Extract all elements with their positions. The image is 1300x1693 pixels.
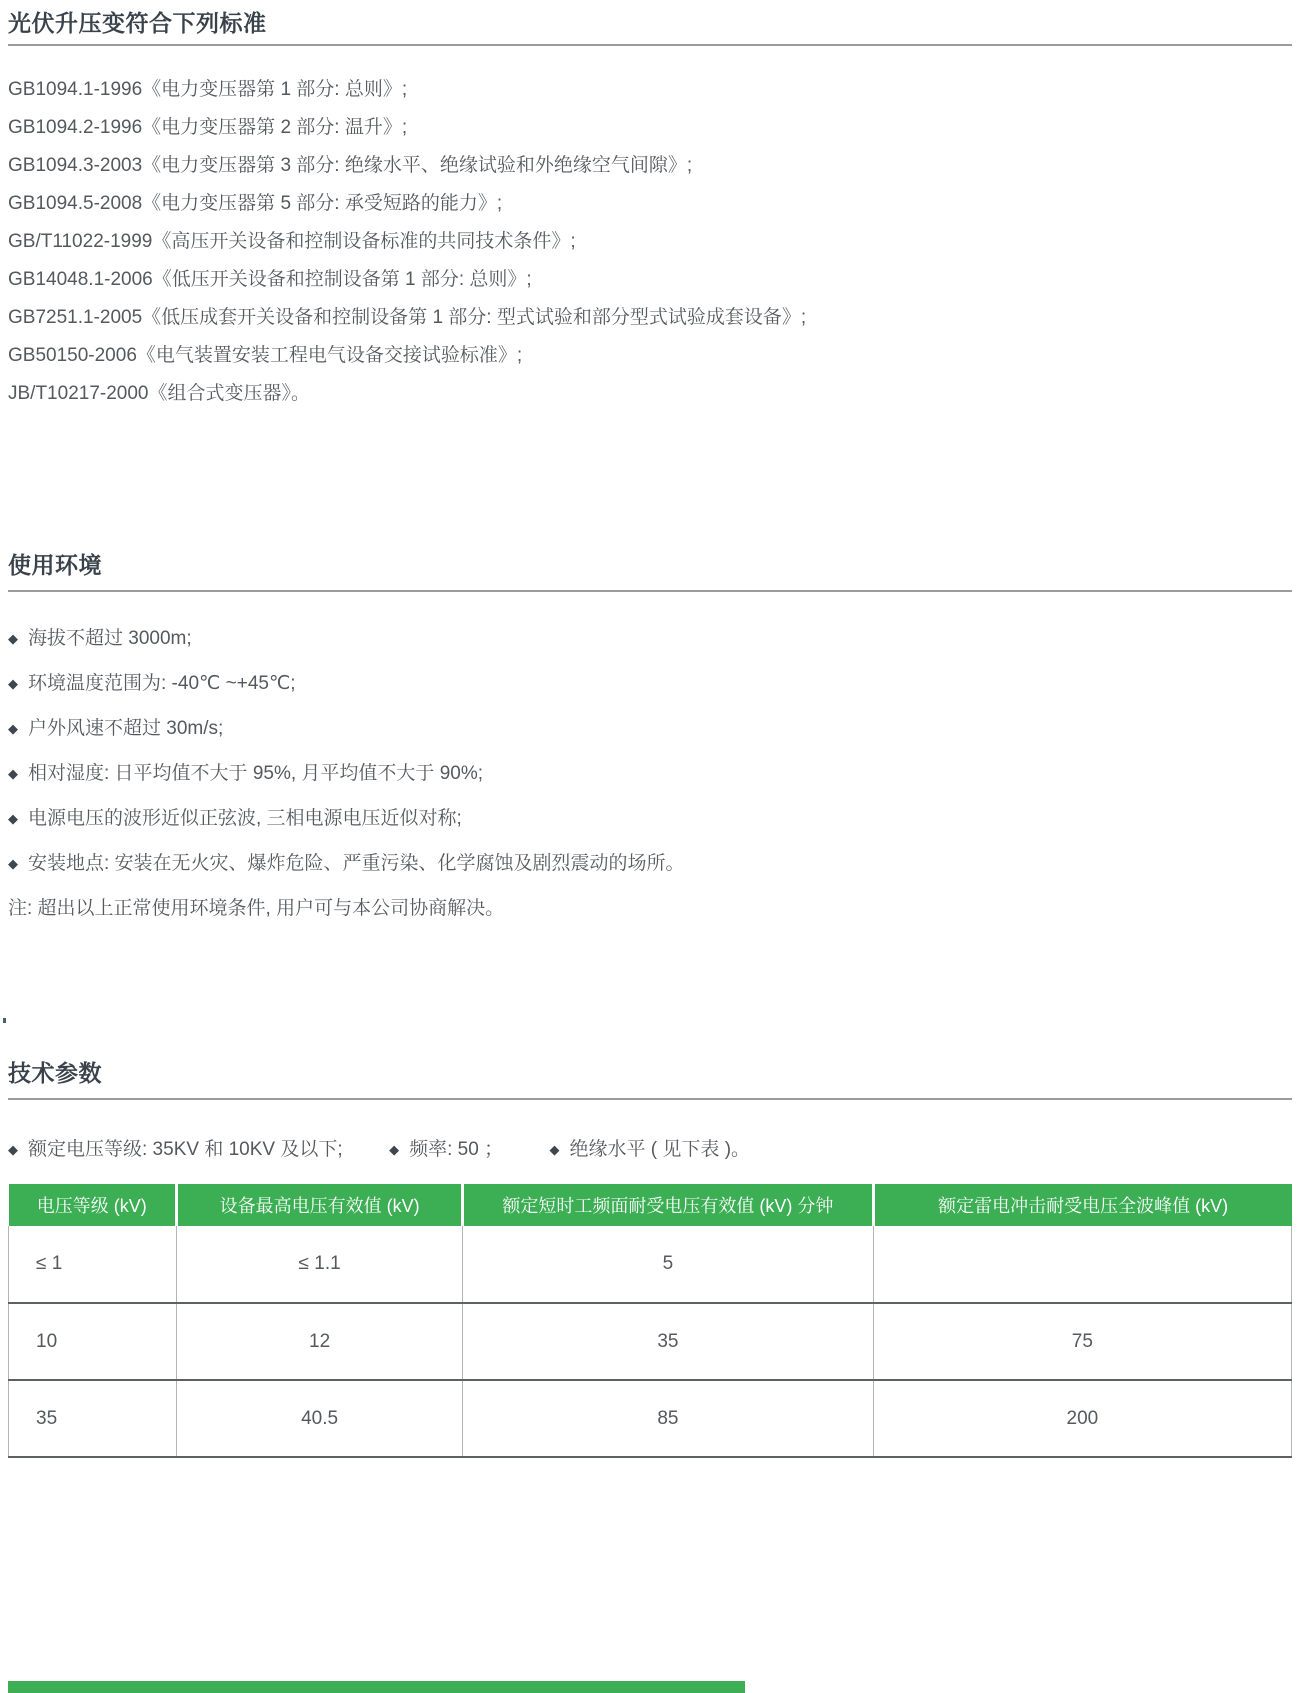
environment-bullet (8, 808, 1292, 830)
environment-section (8, 552, 1292, 920)
bullet-text: 额定电压等级: 35KV 和 10KV 及以下; (28, 1139, 343, 1160)
params-section (8, 1060, 1292, 1458)
bullet-text: 海拔不超过 3000m; (28, 628, 192, 649)
params-table-head (9, 1184, 1292, 1226)
diamond-bullet-icon: ◆ (8, 631, 18, 646)
standards-title-divider (8, 44, 1292, 46)
table-cell: 75 (873, 1303, 1291, 1380)
bullet-text: 户外风速不超过 30m/s; (28, 718, 224, 739)
environment-bullet (8, 628, 1292, 650)
table-header-row (9, 1184, 1292, 1226)
params-table (8, 1184, 1292, 1458)
table-cell: 10 (9, 1303, 177, 1380)
table-cell: ≤ 1.1 (177, 1226, 463, 1303)
diamond-bullet-icon: ◆ (389, 1142, 400, 1157)
params-bullet (389, 1139, 503, 1161)
standard-item: GB1094.1-1996《电力变压器第 1 部分: 总则》; (8, 79, 408, 100)
environment-bullet (8, 718, 1292, 740)
bullet-text: 相对湿度: 日平均值不大于 95%, 月平均值不大于 90%; (28, 763, 484, 784)
diamond-bullet-icon: ◆ (8, 766, 18, 781)
standard-item: GB7251.1-2005《低压成套开关设备和控制设备第 1 部分: 型式试验和部分型式试验成套设备》; (8, 307, 807, 328)
standard-item: GB1094.5-2008《电力变压器第 5 部分: 承受短路的能力》; (8, 193, 503, 214)
table-row (9, 1380, 1292, 1457)
bullet-text: 电源电压的波形近似正弦波, 三相电源电压近似对称; (28, 808, 462, 829)
standards-section (8, 10, 1292, 405)
params-bullet (8, 1139, 343, 1161)
diamond-bullet-icon: ◆ (8, 1142, 18, 1157)
environment-bullet (8, 763, 1292, 785)
params-title-divider (8, 1098, 1292, 1100)
table-cell: 35 (463, 1303, 874, 1380)
standard-item: GB14048.1-2006《低压开关设备和控制设备第 1 部分: 总则》; (8, 269, 532, 290)
bullet-text: 绝缘水平 ( 见下表 )。 (569, 1139, 751, 1160)
standard-item: GB1094.2-1996《电力变压器第 2 部分: 温升》; (8, 117, 408, 138)
table-cell: ≤ 1 (9, 1226, 177, 1303)
bullet-text: 频率: 50 ； (409, 1139, 504, 1160)
params-bullet (550, 1139, 751, 1161)
table-cell: 85 (463, 1380, 874, 1457)
table-cell: 5 (463, 1226, 874, 1303)
standard-item: GB/T11022-1999《高压开关设备和控制设备标准的共同技术条件》; (8, 231, 576, 252)
params-inline-bullets (8, 1139, 1292, 1161)
table-header-cell: 设备最高电压有效值 (kV) (177, 1184, 463, 1226)
diamond-bullet-icon: ◆ (549, 1142, 560, 1157)
table-cell: 12 (177, 1303, 463, 1380)
table-header-cell: 额定雷电冲击耐受电压全波峰值 (kV) (873, 1184, 1291, 1226)
diamond-bullet-icon: ◆ (8, 676, 18, 691)
params-section-title: 技术参数 (8, 1060, 102, 1086)
standards-section-title: 光伏升压变符合下列标准 (8, 10, 267, 36)
stray-mark (3, 1018, 6, 1023)
environment-section-title: 使用环境 (8, 552, 102, 578)
table-cell: 35 (9, 1380, 177, 1457)
environment-bullet (8, 673, 1292, 695)
footer-accent-bar (8, 1681, 745, 1693)
params-table-body (9, 1226, 1292, 1457)
bullet-text: 环境温度范围为: -40℃ ~+45℃; (28, 673, 296, 694)
environment-bullet-list (8, 628, 1292, 875)
table-cell (873, 1226, 1291, 1303)
standards-list (8, 79, 1292, 405)
standard-item: JB/T10217-2000《组合式变压器》。 (8, 383, 310, 404)
standard-item: GB50150-2006《电气装置安装工程电气设备交接试验标准》; (8, 345, 523, 366)
diamond-bullet-icon: ◆ (8, 811, 18, 826)
table-row (9, 1226, 1292, 1303)
environment-bullet (8, 853, 1292, 875)
table-row (9, 1303, 1292, 1380)
table-cell: 200 (873, 1380, 1291, 1457)
table-header-cell: 电压等级 (kV) (9, 1184, 177, 1226)
environment-note: 注: 超出以上正常使用环境条件, 用户可与本公司协商解决。 (8, 898, 505, 919)
diamond-bullet-icon: ◆ (8, 856, 18, 871)
diamond-bullet-icon: ◆ (8, 721, 18, 736)
table-cell: 40.5 (177, 1380, 463, 1457)
standard-item: GB1094.3-2003《电力变压器第 3 部分: 绝缘水平、绝缘试验和外绝缘空气间隙》; (8, 155, 693, 176)
bullet-text: 安装地点: 安装在无火灾、爆炸危险、严重污染、化学腐蚀及剧烈震动的场所。 (28, 853, 685, 874)
environment-title-divider (8, 590, 1292, 592)
table-header-cell: 额定短时工频面耐受电压有效值 (kV) 分钟 (463, 1184, 874, 1226)
